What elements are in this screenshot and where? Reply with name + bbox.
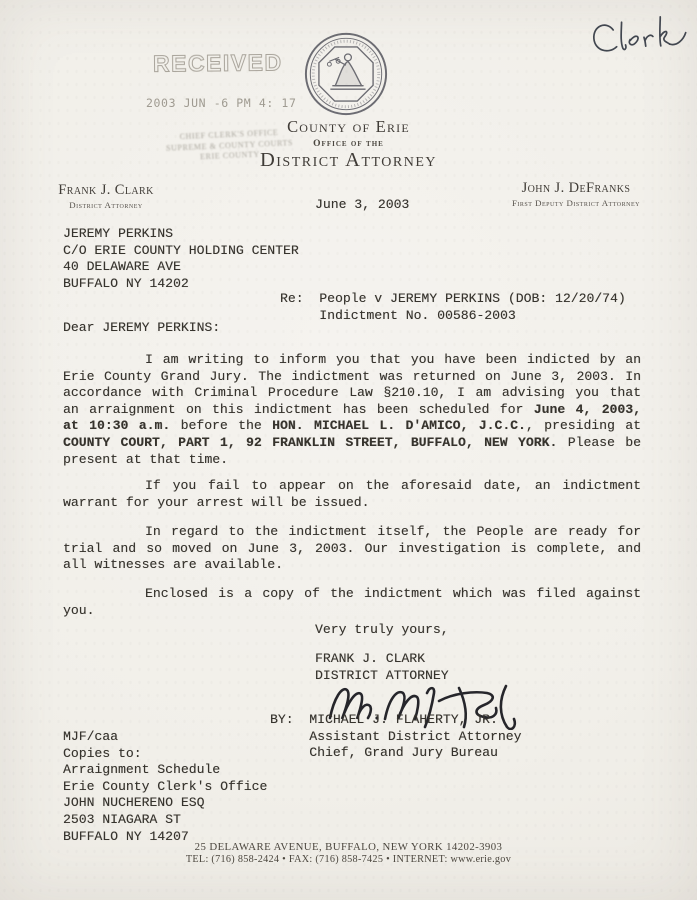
text-line: SUPREME & COUNTY COURTS	[165, 137, 294, 153]
text-line: C/O ERIE COUNTY HOLDING CENTER	[63, 242, 299, 258]
text-line: 40 DELAWARE AVE	[63, 259, 181, 275]
text-line: Chief, Grand Jury Bureau	[270, 745, 498, 761]
text-line: at 10:30 a.m. before the HON. MICHAEL L. D'AMICO, J.C.C., presiding at	[63, 418, 641, 434]
text-line: warrant for your arrest will be issued.	[63, 494, 370, 510]
text-line: FRANK J. CLARK	[315, 651, 426, 666]
received-stamp: RECEIVED	[152, 49, 283, 77]
body-paragraph-3	[63, 524, 641, 574]
letterhead-county: County of Erie	[287, 117, 410, 136]
text-line: Indictment No. 00586-2003	[280, 307, 516, 323]
text-line: JEREMY PERKINS	[63, 226, 174, 241]
by-signature-block	[270, 712, 521, 762]
text-line: CHIEF CLERK'S OFFICE	[179, 127, 279, 142]
recipient-address-block	[63, 226, 299, 292]
text-line: DISTRICT ATTORNEY	[315, 667, 449, 683]
text-line: MJF/caa	[63, 729, 119, 744]
clerk-handwriting-note	[584, 12, 688, 64]
text-line: Erie County Grand Jury. The indictment was returned on June 3, 2003. In	[63, 368, 641, 384]
text-line: ERIE COUNTY	[199, 149, 260, 162]
official-right	[487, 180, 665, 208]
text-line: an arraignment on this indictment has been scheduled for June 4, 2003,	[63, 401, 641, 417]
text-line: all witnesses are available.	[63, 557, 284, 573]
text-line: trial and so moved on June 3, 2003. Our investigation is complete, and	[63, 540, 641, 556]
text-line: Erie County Clerk's Office	[63, 778, 268, 794]
official-right-name: John J. DeFranks	[521, 180, 631, 196]
valediction: Very truly yours,	[315, 622, 449, 637]
letterhead-office-of-the: Office of the	[313, 139, 384, 149]
text-line: In regard to the indictment itself, the People are ready for	[145, 524, 641, 539]
footer-address: 25 DELAWARE AVENUE, BUFFALO, NEW YORK 14202-3903	[194, 841, 503, 853]
text-line: JOHN NUCHERENO ESQ	[63, 795, 205, 811]
official-left-title: District Attorney	[69, 200, 143, 210]
clerk-handwriting-strokes	[584, 12, 688, 64]
text-line: you.	[63, 602, 95, 618]
text-line: accordance with Criminal Procedure Law §210.10, I am advising you that	[63, 385, 641, 401]
re-block	[280, 291, 626, 324]
body-paragraph-4	[63, 586, 641, 619]
body-paragraph-2	[63, 478, 641, 511]
text-line: Re: People v JEREMY PERKINS (DOB: 12/20/74)	[280, 291, 626, 306]
text-line: If you fail to appear on the aforesaid date, an indictment	[145, 478, 641, 493]
text-line: 2503 NIAGARA ST	[63, 811, 181, 827]
text-line: Arraignment Schedule	[63, 762, 221, 778]
official-left	[36, 182, 176, 210]
text-line: BUFFALO NY 14202	[63, 275, 189, 291]
official-left-name: Frank J. Clark	[58, 182, 154, 198]
cc-block	[63, 729, 267, 845]
letter-date: June 3, 2003	[315, 197, 410, 212]
text-line: BUFFALO NY 14207	[63, 828, 189, 844]
county-seal	[302, 30, 390, 118]
body-paragraph-1	[63, 352, 641, 468]
salutation: Dear JEREMY PERKINS:	[63, 320, 221, 335]
text-line: present at that time.	[63, 451, 229, 467]
text-line: Enclosed is a copy of the indictment which was filed against	[145, 586, 641, 601]
text-line: COUNTY COURT, PART 1, 92 FRANKLIN STREET, BUFFALO, NEW YORK. Please be	[63, 434, 642, 450]
text-line: Copies to:	[63, 745, 142, 761]
official-right-title: First Deputy District Attorney	[512, 198, 640, 208]
letterhead-footer	[0, 841, 697, 865]
text-line: BY: MICHAEL J. FLAHERTY, JR.	[270, 712, 498, 727]
footer-contact: TEL: (716) 858-2424 • FAX: (716) 858-7425 • INTERNET: www.erie.gov	[185, 853, 512, 865]
text-line: Assistant District Attorney	[270, 728, 522, 744]
letterhead-district-attorney: District Attorney	[259, 149, 438, 171]
justice-seal-icon	[302, 30, 390, 118]
received-stamp-date: 2003 JUN -6 PM 4: 17	[146, 96, 297, 110]
text-line: I am writing to inform you that you have been indicted by an	[145, 352, 641, 367]
